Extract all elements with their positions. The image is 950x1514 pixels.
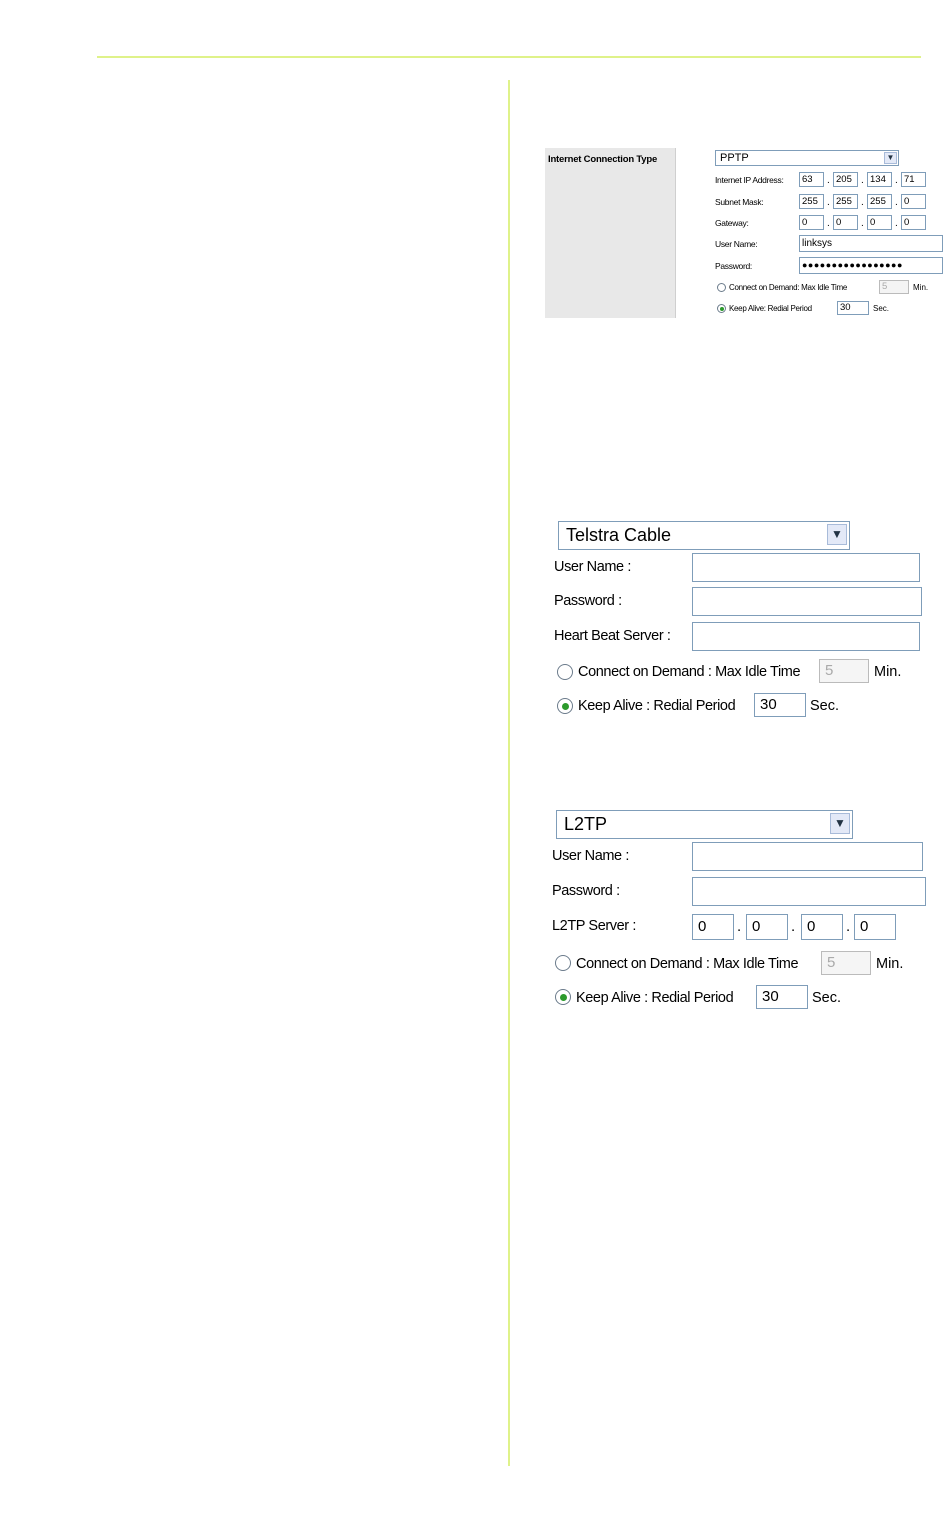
octet-separator: . [895,197,898,208]
redial-period-input[interactable]: 30 [754,693,806,717]
column-divider [508,80,510,1466]
connection-type-value: Telstra Cable [566,525,672,545]
keep-alive-label: Keep Alive : Redial Period [578,698,736,714]
chevron-down-icon[interactable]: ▼ [830,813,850,834]
redial-unit-label: Sec. [873,304,890,313]
subnet-mask-label: Subnet Mask: [715,197,764,207]
password-input[interactable]: ●●●●●●●●●●●●●●●●● [799,257,943,274]
octet-separator: . [861,218,864,229]
idle-unit-label: Min. [913,283,929,292]
ip-octet-3[interactable]: 134 [867,172,892,187]
heartbeat-server-label: Heart Beat Server : [554,628,671,644]
redial-unit-label: Sec. [812,990,842,1006]
l2tp-settings-panel [548,808,950,1013]
password-input[interactable] [692,587,922,616]
header-rule [97,56,921,58]
connect-on-demand-label: Connect on Demand : Max Idle Time [576,956,799,972]
connect-on-demand-radio[interactable] [557,664,573,680]
connect-on-demand-radio[interactable] [555,955,571,971]
keep-alive-label: Keep Alive: Redial Period [729,304,812,313]
username-input[interactable] [692,553,920,582]
keep-alive-label: Keep Alive : Redial Period [576,990,734,1006]
connection-type-select[interactable] [558,521,850,550]
gateway-octet-2[interactable]: 0 [833,215,858,230]
username-label: User Name : [552,848,629,864]
telstra-settings-panel [548,519,950,719]
connect-on-demand-label: Connect on Demand: Max Idle Time [729,283,848,292]
redial-period-input[interactable]: 30 [756,985,808,1009]
octet-separator: . [827,218,830,229]
mask-octet-1[interactable]: 255 [799,194,824,209]
ip-octet-2[interactable]: 205 [833,172,858,187]
idle-unit-label: Min. [876,956,904,972]
gateway-octet-3[interactable]: 0 [867,215,892,230]
section-title: Internet Connection Type [548,154,658,165]
max-idle-time-input[interactable]: 5 [819,659,869,683]
mask-octet-3[interactable]: 255 [867,194,892,209]
gateway-octet-1[interactable]: 0 [799,215,824,230]
l2tp-server-label: L2TP Server : [552,918,636,934]
redial-unit-label: Sec. [810,698,840,714]
octet-separator: . [895,175,898,186]
password-input[interactable] [692,877,926,906]
octet-separator: . [827,175,830,186]
redial-period-input[interactable]: 30 [837,301,869,315]
server-octet-4[interactable]: 0 [854,914,896,940]
server-octet-1[interactable]: 0 [692,914,734,940]
chevron-down-icon[interactable]: ▼ [884,152,897,164]
username-input[interactable] [692,842,923,871]
octet-separator: . [895,218,898,229]
connection-type-value: PPTP [720,152,749,164]
username-label: User Name : [554,559,631,575]
connection-type-value: L2TP [564,814,608,834]
octet-separator: . [861,197,864,208]
octet-separator: . [846,918,851,935]
chevron-down-icon[interactable]: ▼ [827,524,847,545]
server-octet-2[interactable]: 0 [746,914,788,940]
pptp-settings-panel [545,148,950,320]
ip-address-label: Internet IP Address: [715,175,784,185]
octet-separator: . [827,197,830,208]
connect-on-demand-radio[interactable] [717,283,726,292]
gateway-octet-4[interactable]: 0 [901,215,926,230]
keep-alive-radio[interactable] [555,989,571,1005]
connect-on-demand-label: Connect on Demand : Max Idle Time [578,664,801,680]
gateway-label: Gateway: [715,218,749,228]
keep-alive-radio[interactable] [557,698,573,714]
keep-alive-radio[interactable] [717,304,726,313]
section-sidebar [545,148,676,318]
mask-octet-4[interactable]: 0 [901,194,926,209]
heartbeat-server-input[interactable] [692,622,920,651]
username-label: User Name: [715,239,758,249]
ip-octet-1[interactable]: 63 [799,172,824,187]
mask-octet-2[interactable]: 255 [833,194,858,209]
password-label: Password : [554,593,622,609]
max-idle-time-input[interactable]: 5 [879,280,909,294]
password-label: Password : [552,883,620,899]
username-input[interactable]: linksys [799,235,943,252]
password-label: Password: [715,261,752,271]
connection-type-select[interactable] [556,810,853,839]
octet-separator: . [861,175,864,186]
connection-type-select[interactable] [715,150,899,166]
octet-separator: . [791,918,796,935]
octet-separator: . [737,918,742,935]
server-octet-3[interactable]: 0 [801,914,843,940]
max-idle-time-input[interactable]: 5 [821,951,871,975]
ip-octet-4[interactable]: 71 [901,172,926,187]
idle-unit-label: Min. [874,664,902,680]
